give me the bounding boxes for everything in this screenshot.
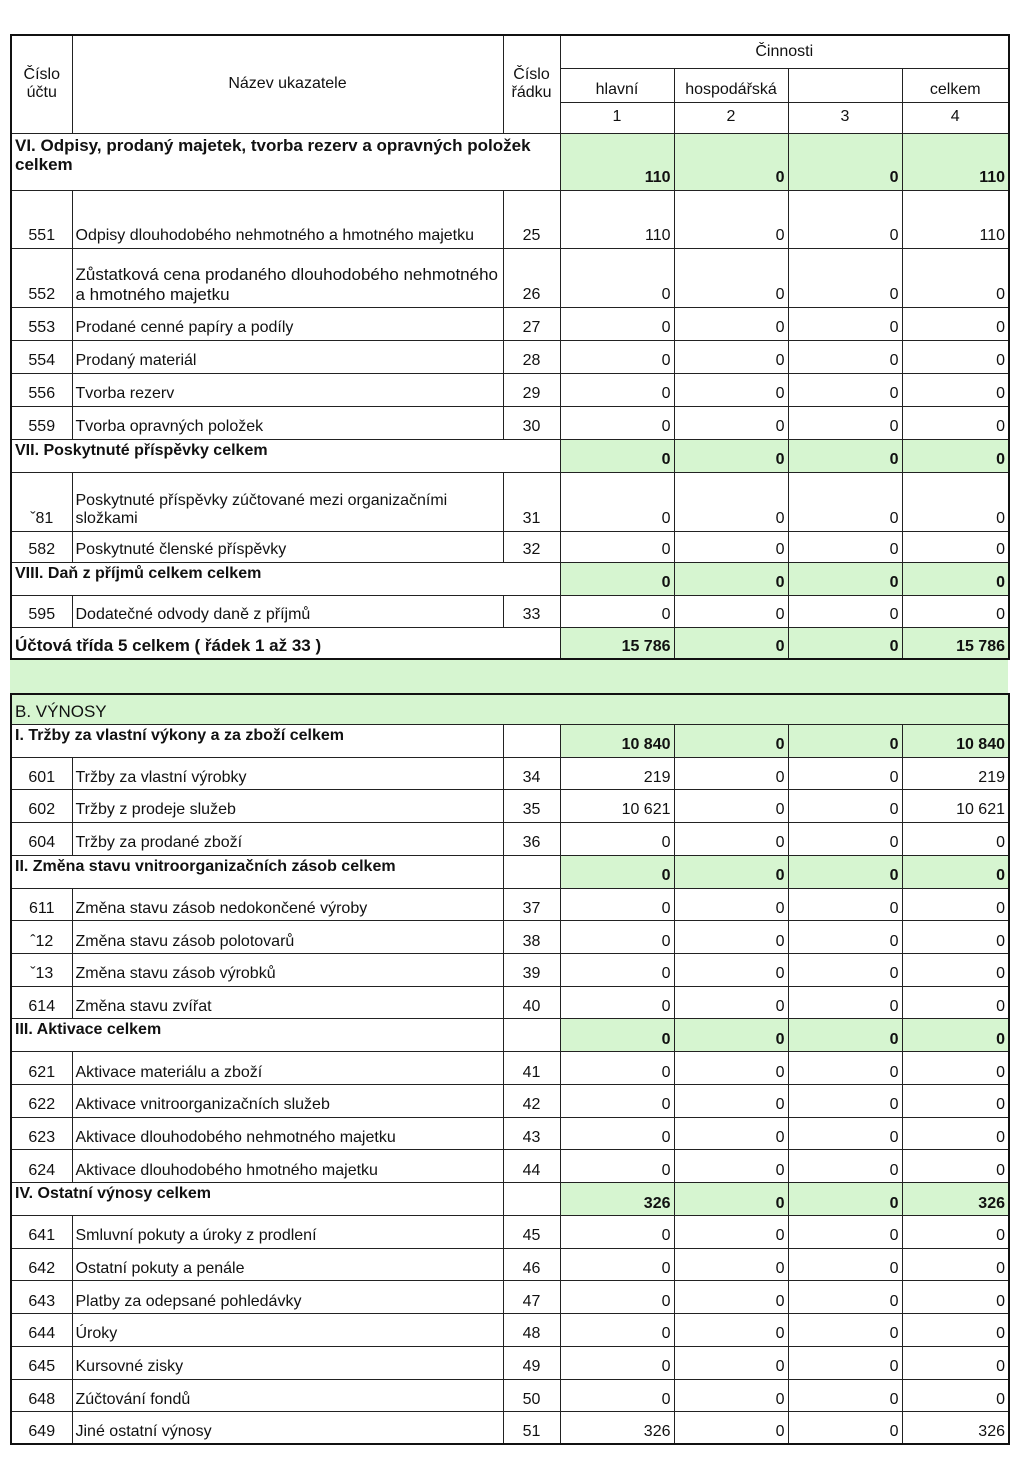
section-title: III. Aktivace celkem (11, 1019, 503, 1052)
col-total-header: celkem (902, 68, 1009, 102)
value-cell: 0 (674, 1150, 788, 1183)
col-name-header: Název ukazatele (72, 35, 503, 133)
section-title: II. Změna stavu vnitroorganizačních zásob celkem (11, 855, 503, 888)
value-cell: 110 (560, 133, 674, 190)
value-cell: 0 (788, 1412, 902, 1445)
account-cell: 611 (11, 888, 72, 921)
value-cell: 0 (788, 1216, 902, 1249)
row-number-cell: 29 (503, 373, 560, 406)
row-number-cell: 30 (503, 406, 560, 439)
table-row (11, 340, 1009, 373)
value-cell: 0 (788, 531, 902, 562)
table-row (11, 472, 1009, 531)
value-cell: 0 (788, 1248, 902, 1281)
value-cell: 326 (902, 1412, 1009, 1445)
value-cell: 0 (674, 921, 788, 954)
account-cell: 604 (11, 822, 72, 855)
account-cell: 595 (11, 595, 72, 627)
col-main-header: hlavní (560, 68, 674, 102)
separator-band (10, 660, 1008, 693)
value-cell: 0 (674, 855, 788, 888)
value-cell: 0 (788, 921, 902, 954)
value-cell: 15 786 (560, 627, 674, 659)
value-cell: 0 (788, 757, 902, 790)
account-cell: ˇ13 (11, 953, 72, 986)
value-cell: 0 (560, 855, 674, 888)
value-cell: 10 621 (560, 790, 674, 823)
value-cell: 0 (674, 1248, 788, 1281)
account-cell: 642 (11, 1248, 72, 1281)
grand-total-row (11, 627, 1009, 659)
table-row (11, 531, 1009, 562)
table-row (11, 1117, 1009, 1150)
table-row (11, 595, 1009, 627)
value-cell: 0 (560, 953, 674, 986)
value-cell: 10 840 (902, 724, 1009, 757)
value-cell: 0 (788, 1314, 902, 1347)
col-economic-header: hospodářská (674, 68, 788, 102)
value-cell: 0 (788, 190, 902, 248)
table-row (11, 190, 1009, 248)
value-cell: 0 (902, 1216, 1009, 1249)
value-cell: 326 (902, 1183, 1009, 1216)
value-cell: 0 (788, 1379, 902, 1412)
value-cell: 0 (902, 1117, 1009, 1150)
table-row (11, 1379, 1009, 1412)
name-cell: Dodatečné odvody daně z příjmů (72, 595, 503, 627)
value-cell: 0 (674, 986, 788, 1019)
value-cell: 0 (674, 1117, 788, 1150)
name-cell: Tržby za vlastní výrobky (72, 757, 503, 790)
row-number-cell: 39 (503, 953, 560, 986)
value-cell: 326 (560, 1183, 674, 1216)
value-cell: 0 (902, 1019, 1009, 1052)
name-cell: Tvorba opravných položek (72, 406, 503, 439)
value-cell: 0 (902, 307, 1009, 340)
row-number-cell: 47 (503, 1281, 560, 1314)
row-number-cell: 32 (503, 531, 560, 562)
account-cell: ˇ81 (11, 472, 72, 531)
value-cell: 0 (674, 1281, 788, 1314)
value-cell: 0 (788, 472, 902, 531)
value-cell: 0 (788, 1117, 902, 1150)
value-cell: 0 (560, 373, 674, 406)
value-cell: 0 (674, 1183, 788, 1216)
value-cell: 0 (674, 472, 788, 531)
row-number-cell: 35 (503, 790, 560, 823)
value-cell: 0 (560, 1346, 674, 1379)
row-number-cell: 28 (503, 340, 560, 373)
table-row (11, 1248, 1009, 1281)
value-cell: 0 (560, 822, 674, 855)
section-row (11, 1019, 1009, 1052)
value-cell: 0 (902, 1346, 1009, 1379)
name-cell: Smluvní pokuty a úroky z prodlení (72, 1216, 503, 1249)
row-number-cell: 33 (503, 595, 560, 627)
value-cell: 0 (788, 627, 902, 659)
value-cell: 0 (902, 373, 1009, 406)
value-cell: 0 (674, 1379, 788, 1412)
name-cell: Úroky (72, 1314, 503, 1347)
table-row (11, 373, 1009, 406)
name-cell: Aktivace vnitroorganizačních služeb (72, 1085, 503, 1118)
col-number-3: 3 (788, 102, 902, 133)
account-cell: 554 (11, 340, 72, 373)
table-row (11, 790, 1009, 823)
value-cell: 0 (560, 307, 674, 340)
value-cell: 0 (560, 1379, 674, 1412)
value-cell: 0 (674, 373, 788, 406)
row-number-cell: 37 (503, 888, 560, 921)
table-row (11, 248, 1009, 307)
value-cell: 0 (902, 822, 1009, 855)
col-number-4: 4 (902, 102, 1009, 133)
account-cell: 643 (11, 1281, 72, 1314)
account-cell: 624 (11, 1150, 72, 1183)
value-cell: 0 (788, 822, 902, 855)
value-cell: 0 (560, 1085, 674, 1118)
value-cell: 15 786 (902, 627, 1009, 659)
value-cell: 0 (674, 406, 788, 439)
section-row (11, 1183, 1009, 1216)
value-cell: 0 (902, 595, 1009, 627)
account-cell: 614 (11, 986, 72, 1019)
value-cell: 0 (674, 439, 788, 472)
section-title: VI. Odpisy, prodaný majetek, tvorba rezerv a opravných položek celkem (11, 133, 560, 190)
table-row (11, 1052, 1009, 1085)
col-row-header: Číslo řádku (503, 35, 560, 133)
value-cell: 0 (560, 986, 674, 1019)
name-cell: Změna stavu zásob polotovarů (72, 921, 503, 954)
account-cell: 645 (11, 1346, 72, 1379)
revenue-title: B. VÝNOSY (11, 694, 1009, 724)
value-cell: 110 (902, 133, 1009, 190)
value-cell: 0 (674, 248, 788, 307)
account-cell: 559 (11, 406, 72, 439)
value-cell: 0 (788, 340, 902, 373)
value-cell: 0 (788, 1052, 902, 1085)
name-cell: Změna stavu zásob výrobků (72, 953, 503, 986)
table-row (11, 822, 1009, 855)
table-row (11, 406, 1009, 439)
value-cell: 0 (902, 1085, 1009, 1118)
account-cell: 649 (11, 1412, 72, 1445)
value-cell: 219 (902, 757, 1009, 790)
value-cell: 0 (674, 595, 788, 627)
value-cell: 0 (674, 562, 788, 595)
value-cell: 0 (788, 1346, 902, 1379)
value-cell: 0 (560, 340, 674, 373)
name-cell: Změna stavu zvířat (72, 986, 503, 1019)
row-number-cell: 26 (503, 248, 560, 307)
row-number-cell: 38 (503, 921, 560, 954)
value-cell: 0 (902, 1379, 1009, 1412)
account-cell: 582 (11, 531, 72, 562)
value-cell: 0 (674, 340, 788, 373)
value-cell: 0 (788, 248, 902, 307)
value-cell: 0 (788, 133, 902, 190)
table-row (11, 888, 1009, 921)
value-cell: 0 (902, 1150, 1009, 1183)
value-cell: 0 (674, 757, 788, 790)
row-number-cell: 34 (503, 757, 560, 790)
row-number-cell: 25 (503, 190, 560, 248)
name-cell: Ostatní pokuty a penále (72, 1248, 503, 1281)
value-cell: 0 (788, 439, 902, 472)
section-row (11, 562, 1009, 595)
table-row (11, 1346, 1009, 1379)
value-cell: 0 (902, 1052, 1009, 1085)
row-number-cell: 27 (503, 307, 560, 340)
account-cell: 621 (11, 1052, 72, 1085)
section-title: I. Tržby za vlastní výkony a za zboží celkem (11, 724, 503, 757)
section-title: IV. Ostatní výnosy celkem (11, 1183, 503, 1216)
value-cell: 0 (902, 472, 1009, 531)
name-cell: Aktivace dlouhodobého hmotného majetku (72, 1150, 503, 1183)
table-row (11, 1314, 1009, 1347)
col-number-1: 1 (560, 102, 674, 133)
name-cell: Tržby z prodeje služeb (72, 790, 503, 823)
table-row (11, 757, 1009, 790)
value-cell: 10 621 (902, 790, 1009, 823)
name-cell: Platby za odepsané pohledávky (72, 1281, 503, 1314)
value-cell: 0 (560, 1248, 674, 1281)
revenue-title-row (11, 694, 1009, 724)
value-cell: 0 (902, 1314, 1009, 1347)
account-cell: 623 (11, 1117, 72, 1150)
section-row (11, 133, 1009, 190)
value-cell: 0 (674, 307, 788, 340)
value-cell: 0 (560, 1314, 674, 1347)
value-cell: 0 (674, 822, 788, 855)
value-cell: 0 (560, 562, 674, 595)
value-cell: 0 (902, 1281, 1009, 1314)
account-cell: 622 (11, 1085, 72, 1118)
value-cell: 0 (788, 373, 902, 406)
name-cell: Odpisy dlouhodobého nehmotného a hmotného majetku (72, 190, 503, 248)
grand-total-title: Účtová třída 5 celkem ( řádek 1 až 33 ) (11, 627, 560, 659)
row-number-cell: 48 (503, 1314, 560, 1347)
value-cell: 0 (560, 1019, 674, 1052)
value-cell: 0 (674, 888, 788, 921)
name-cell: Aktivace dlouhodobého nehmotného majetku (72, 1117, 503, 1150)
table-row (11, 1412, 1009, 1445)
value-cell: 110 (560, 190, 674, 248)
value-cell: 0 (788, 1281, 902, 1314)
section-row (11, 724, 1009, 757)
value-cell: 0 (674, 1314, 788, 1347)
name-cell: Zůstatková cena prodaného dlouhodobého nehmotného a hmotného majetku (72, 248, 503, 307)
account-cell: 641 (11, 1216, 72, 1249)
value-cell: 0 (674, 1052, 788, 1085)
name-cell: Prodané cenné papíry a podíly (72, 307, 503, 340)
value-cell: 0 (560, 248, 674, 307)
value-cell: 0 (902, 340, 1009, 373)
name-cell: Tvorba rezerv (72, 373, 503, 406)
name-cell: Tržby za prodané zboží (72, 822, 503, 855)
table-row (11, 986, 1009, 1019)
row-number-cell: 46 (503, 1248, 560, 1281)
value-cell: 0 (788, 986, 902, 1019)
value-cell: 0 (788, 595, 902, 627)
section-row (11, 855, 1009, 888)
row-number-cell: 43 (503, 1117, 560, 1150)
col-blank-header (788, 68, 902, 102)
value-cell: 0 (902, 248, 1009, 307)
row-number-cell: 45 (503, 1216, 560, 1249)
value-cell: 0 (788, 724, 902, 757)
account-cell: 551 (11, 190, 72, 248)
value-cell: 0 (674, 190, 788, 248)
table-row (11, 1085, 1009, 1118)
row-number-cell (503, 724, 560, 757)
value-cell: 0 (560, 531, 674, 562)
value-cell: 0 (674, 790, 788, 823)
row-number-cell: 36 (503, 822, 560, 855)
account-cell: ˆ12 (11, 921, 72, 954)
value-cell: 0 (560, 472, 674, 531)
value-cell: 0 (788, 1183, 902, 1216)
row-number-cell: 31 (503, 472, 560, 531)
row-number-cell: 42 (503, 1085, 560, 1118)
value-cell: 0 (788, 790, 902, 823)
value-cell: 0 (902, 406, 1009, 439)
account-cell: 648 (11, 1379, 72, 1412)
table-row (11, 953, 1009, 986)
value-cell: 0 (788, 406, 902, 439)
value-cell: 0 (674, 1216, 788, 1249)
account-cell: 552 (11, 248, 72, 307)
row-number-cell: 41 (503, 1052, 560, 1085)
value-cell: 0 (560, 1216, 674, 1249)
row-number-cell: 40 (503, 986, 560, 1019)
value-cell: 0 (560, 1117, 674, 1150)
table-row (11, 1281, 1009, 1314)
value-cell: 0 (902, 439, 1009, 472)
account-cell: 602 (11, 790, 72, 823)
row-number-cell: 49 (503, 1346, 560, 1379)
name-cell: Aktivace materiálu a zboží (72, 1052, 503, 1085)
value-cell: 0 (902, 953, 1009, 986)
value-cell: 0 (902, 1248, 1009, 1281)
account-cell: 644 (11, 1314, 72, 1347)
value-cell: 0 (674, 953, 788, 986)
revenue-table (10, 693, 1010, 1445)
value-cell: 0 (902, 921, 1009, 954)
value-cell: 0 (674, 133, 788, 190)
value-cell: 0 (902, 986, 1009, 1019)
value-cell: 0 (674, 1085, 788, 1118)
value-cell: 0 (674, 627, 788, 659)
revenue-body (11, 724, 1009, 1444)
value-cell: 0 (560, 439, 674, 472)
table-row (11, 1216, 1009, 1249)
name-cell: Zúčtování fondů (72, 1379, 503, 1412)
table-row (11, 921, 1009, 954)
value-cell: 0 (902, 562, 1009, 595)
row-number-cell (503, 1019, 560, 1052)
value-cell: 0 (560, 1052, 674, 1085)
value-cell: 0 (560, 888, 674, 921)
value-cell: 0 (902, 888, 1009, 921)
value-cell: 326 (560, 1412, 674, 1445)
value-cell: 0 (674, 531, 788, 562)
col-group-header: Činnosti (560, 35, 1009, 68)
account-cell: 556 (11, 373, 72, 406)
value-cell: 0 (674, 1346, 788, 1379)
row-number-cell: 50 (503, 1379, 560, 1412)
name-cell: Jiné ostatní výnosy (72, 1412, 503, 1445)
value-cell: 0 (788, 307, 902, 340)
value-cell: 0 (560, 595, 674, 627)
row-number-cell: 51 (503, 1412, 560, 1445)
value-cell: 0 (560, 406, 674, 439)
account-cell: 601 (11, 757, 72, 790)
value-cell: 219 (560, 757, 674, 790)
col-number-2: 2 (674, 102, 788, 133)
value-cell: 110 (902, 190, 1009, 248)
section-row (11, 439, 1009, 472)
value-cell: 0 (788, 888, 902, 921)
value-cell: 0 (674, 1019, 788, 1052)
name-cell: Poskytnuté příspěvky zúčtované mezi organizačními složkami (72, 472, 503, 531)
value-cell: 0 (560, 1281, 674, 1314)
value-cell: 0 (788, 953, 902, 986)
value-cell: 0 (674, 1412, 788, 1445)
table-row (11, 307, 1009, 340)
value-cell: 0 (560, 1150, 674, 1183)
col-account-header: Číslo účtu (11, 35, 72, 133)
expenses-table (10, 34, 1010, 660)
section-title: VIII. Daň z příjmů celkem celkem (11, 562, 560, 595)
account-cell: 553 (11, 307, 72, 340)
value-cell: 0 (902, 855, 1009, 888)
value-cell: 0 (788, 1085, 902, 1118)
table-row (11, 1150, 1009, 1183)
value-cell: 0 (902, 531, 1009, 562)
value-cell: 0 (788, 1019, 902, 1052)
name-cell: Prodaný materiál (72, 340, 503, 373)
section-title: VII. Poskytnuté příspěvky celkem (11, 439, 560, 472)
value-cell: 10 840 (560, 724, 674, 757)
value-cell: 0 (674, 724, 788, 757)
value-cell: 0 (788, 562, 902, 595)
row-number-cell: 44 (503, 1150, 560, 1183)
value-cell: 0 (560, 921, 674, 954)
value-cell: 0 (788, 1150, 902, 1183)
row-number-cell (503, 1183, 560, 1216)
name-cell: Poskytnuté členské příspěvky (72, 531, 503, 562)
name-cell: Změna stavu zásob nedokončené výroby (72, 888, 503, 921)
value-cell: 0 (788, 855, 902, 888)
row-number-cell (503, 855, 560, 888)
name-cell: Kursovné zisky (72, 1346, 503, 1379)
